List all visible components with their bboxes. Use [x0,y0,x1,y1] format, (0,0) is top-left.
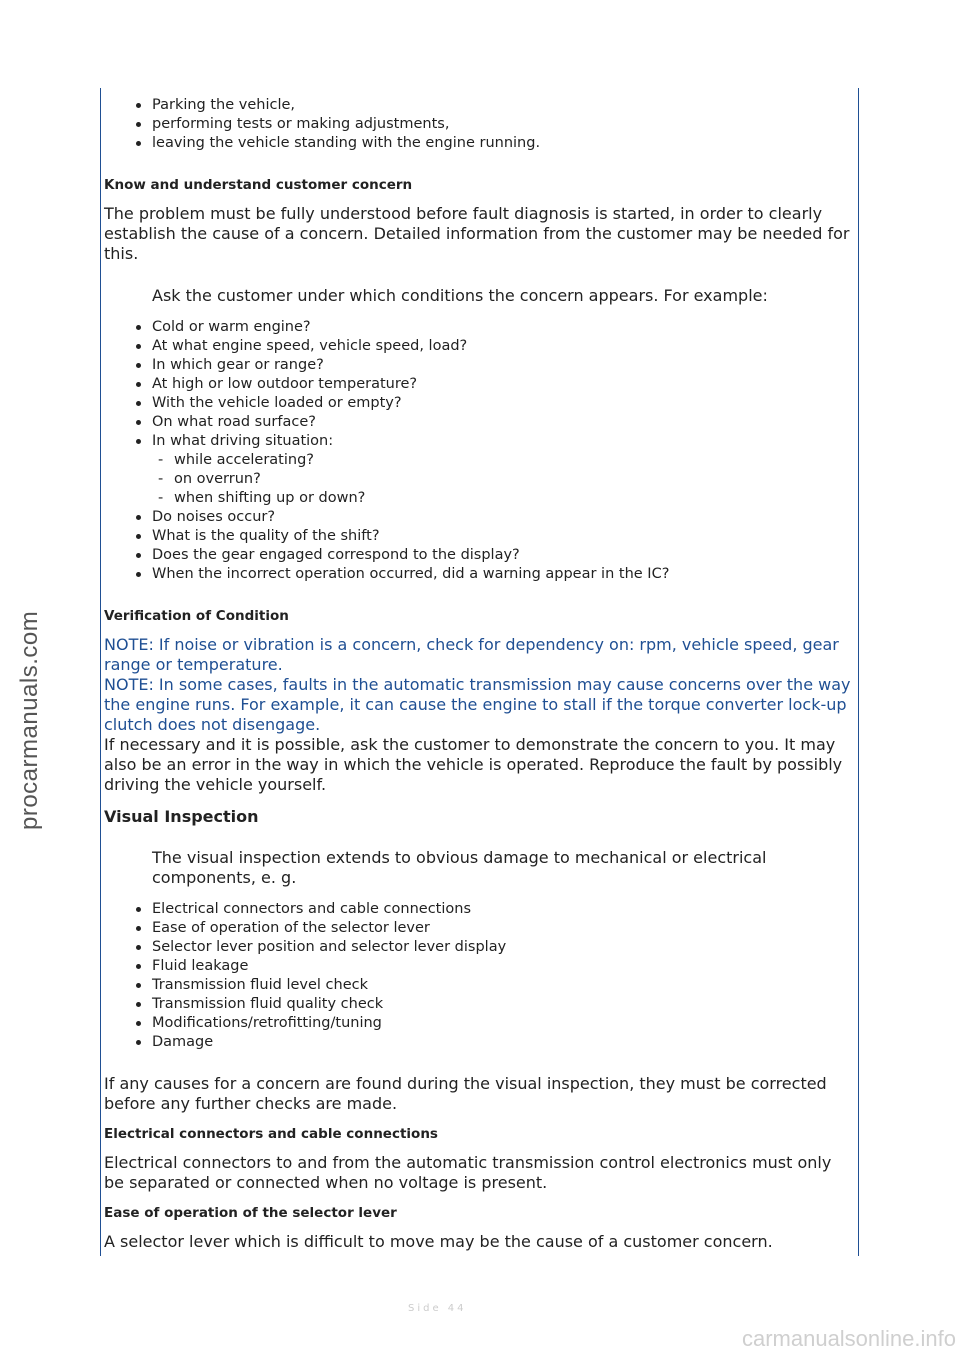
list-item: Transmission fluid level check [152,976,856,995]
list-item: Damage [152,1033,856,1052]
paragraph-electrical-connectors: Electrical connectors to and from the automatic transmission control electronics must only be separated or connected when no voltage is present. [104,1153,832,1192]
sub-list-item [158,470,856,489]
sub-list-item [158,451,856,470]
heading-verification: Verification of Condition [104,608,289,624]
list-item: leaving the vehicle standing with the engine running. [152,134,856,153]
heading-customer-concern: Know and understand customer concern [104,177,413,193]
concern-question-list [104,318,856,584]
left-border-line [100,88,101,1256]
note-engine-runs: NOTE: In some cases, faults in the automatic transmission may cause concerns over the way the engine runs. For example, it can cause the engine to stall if the torque converter lock-up clutch does not disengage. [104,675,851,734]
paragraph-selector-lever: A selector lever which is difficult to move may be the cause of a customer concern. [104,1232,773,1251]
list-item: Electrical connectors and cable connections [152,900,856,919]
list-item: Ease of operation of the selector lever [152,919,856,938]
list-item: At high or low outdoor temperature? [152,375,856,394]
dash-mark: - [158,471,164,487]
list-item: Parking the vehicle, [152,96,856,115]
list-item: Selector lever position and selector lever display [152,938,856,957]
heading-selector-lever: Ease of operation of the selector lever [104,1205,397,1221]
heading-visual-inspection: Visual Inspection [104,807,259,826]
list-item: When the incorrect operation occurred, did a warning appear in the IC? [152,565,856,584]
dash-mark: - [158,490,164,506]
sub-list-item-label: when shifting up or down? [174,490,366,506]
list-item: In which gear or range? [152,356,856,375]
intro-bullet-list [104,96,856,153]
list-item-driving-situation [152,432,856,508]
list-item: With the vehicle loaded or empty? [152,394,856,413]
list-item-label: In what driving situation: [152,433,334,449]
list-item: Transmission fluid quality check [152,995,856,1014]
paragraph-visual-inspection: If any causes for a concern are found during the visual inspection, they must be corrected before any further checks are made. [104,1074,827,1113]
note-noise-vibration: NOTE: If noise or vibration is a concern, check for dependency on: rpm, vehicle speed, gear range or temperature. [104,635,839,674]
dash-mark: - [158,452,164,468]
list-item: On what road surface? [152,413,856,432]
list-item: performing tests or making adjustments, [152,115,856,134]
list-item: Modifications/retrofitting/tuning [152,1014,856,1033]
paragraph-concern: The problem must be fully understood before fault diagnosis is started, in order to clearly establish the cause of a concern. Detailed information from the customer may be needed for this. [104,204,850,263]
right-border-line [858,88,859,1256]
list-item: At what engine speed, vehicle speed, load? [152,337,856,356]
indent-visual-inspection: The visual inspection extends to obvious damage to mechanical or electrical components, e. g. [152,848,767,887]
list-item: Cold or warm engine? [152,318,856,337]
sub-list-item-label: while accelerating? [174,452,314,468]
sub-list-item-label: on overrun? [174,471,261,487]
list-item: Does the gear engaged correspond to the display? [152,546,856,565]
inspection-list [104,900,856,1052]
list-item: Do noises occur? [152,508,856,527]
page-number: Side 44 [408,1303,467,1314]
document-body [104,96,856,1252]
indent-ask-customer: Ask the customer under which conditions the concern appears. For example: [152,286,768,305]
sub-list-item [158,489,856,508]
list-item: What is the quality of the shift? [152,527,856,546]
side-watermark: procarmanuals.com [16,610,43,830]
list-item: Fluid leakage [152,957,856,976]
bottom-watermark: carmanualsonline.info [741,1326,956,1351]
driving-situation-sublist [152,451,856,508]
heading-electrical-connectors: Electrical connectors and cable connections [104,1126,438,1142]
paragraph-verification: If necessary and it is possible, ask the customer to demonstrate the concern to you. It may also be an error in the way in which the vehicle is operated. Reproduce the fault by possibly driving the vehicle yourself. [104,735,843,794]
